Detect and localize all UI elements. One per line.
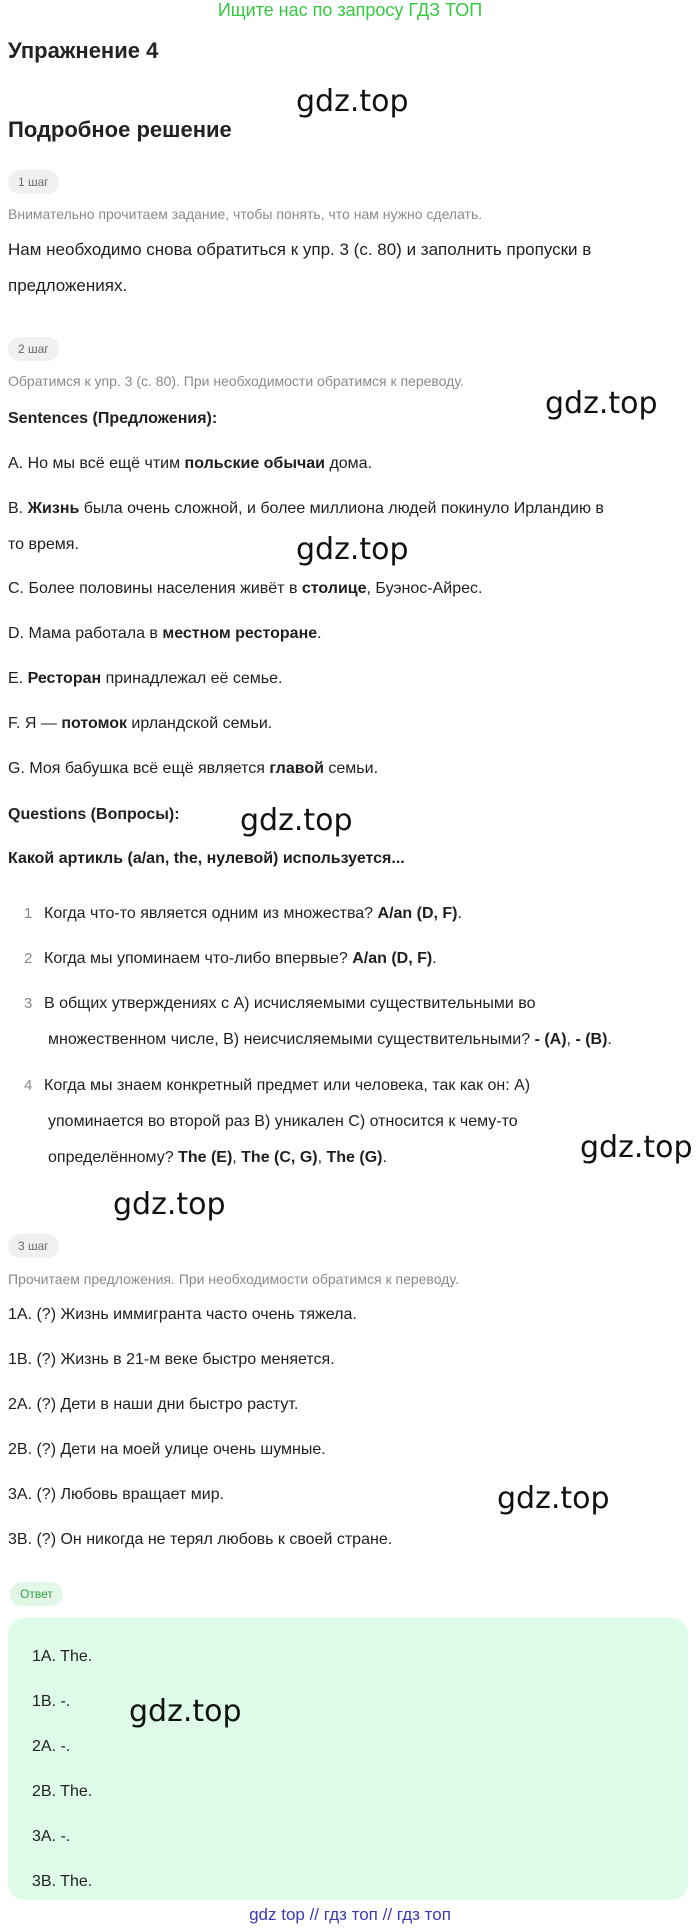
sentence-f-post: ирландской семьи.: [126, 715, 273, 732]
question-1-post: .: [457, 905, 462, 922]
question-1: [44, 905, 462, 923]
answer-box: [8, 1618, 688, 1900]
sentence-f: [8, 715, 272, 733]
step1-text-line1: Нам необходимо снова обратиться к упр. 3 (с. 80) и заполнить пропуски в: [8, 240, 592, 259]
sentence-c-bold: столице: [301, 580, 367, 597]
exercise-title: Упражнение 4: [8, 38, 159, 63]
sentence-d-post: .: [317, 625, 322, 642]
watermark: gdz.top: [240, 803, 353, 838]
question-1-text: Когда что-то является одним из множества?: [44, 905, 378, 922]
question-3-line2: [48, 1031, 612, 1049]
question-4-sep-2: ,: [317, 1149, 327, 1166]
watermark: gdz.top: [129, 1694, 242, 1729]
answer-item: 3B. The.: [32, 1873, 93, 1890]
question-4-answer-c: The (G): [326, 1149, 383, 1166]
question-2-post: .: [432, 950, 437, 967]
question-3-answer-b: - (B): [575, 1031, 608, 1048]
question-4-text: определённому?: [48, 1149, 179, 1166]
sentence-a-post: дома.: [325, 455, 373, 472]
sentence-d: [8, 625, 322, 643]
watermark: gdz.top: [296, 84, 409, 119]
sentence-g: [8, 760, 378, 778]
step3-item: 2B. (?) Дети на моей улице очень шумные.: [8, 1441, 326, 1458]
sentence-b-bold: Жизнь: [27, 500, 80, 517]
answer-item: 3A. -.: [32, 1828, 71, 1845]
sentence-f-bold: потомок: [61, 715, 127, 732]
question-3-sep: ,: [566, 1031, 576, 1048]
watermark: gdz.top: [497, 1481, 610, 1516]
sentence-e-post: принадлежал её семье.: [101, 670, 283, 687]
sentence-b: [8, 500, 604, 518]
step-badge-2: 2 шаг: [8, 337, 59, 361]
question-4-line1: Когда мы знаем конкретный предмет или человека, так как он: A): [44, 1077, 531, 1094]
step3-item: 3B. (?) Он никогда не терял любовь к своей стране.: [8, 1531, 393, 1548]
watermark: gdz.top: [580, 1130, 693, 1165]
solution-heading: Подробное решение: [8, 117, 232, 142]
question-number-4: 4: [24, 1077, 33, 1094]
sentence-g-pre: G. Моя бабушка всё ещё является: [8, 760, 270, 777]
sentence-c-post: , Буэнос-Айрес.: [366, 580, 483, 597]
sentence-b-pre: B.: [8, 500, 28, 517]
sentence-g-bold: главой: [269, 760, 324, 777]
answer-item: 1A. The.: [32, 1648, 93, 1665]
question-3-text: множественном числе, B) неисчисляемыми существительными?: [48, 1031, 535, 1048]
answer-item: 1B. -.: [32, 1693, 71, 1710]
question-number-3: 3: [24, 995, 33, 1012]
sentence-d-bold: местном ресторане: [162, 625, 318, 642]
sentence-a-pre: A. Но мы всё ещё чтим: [8, 455, 185, 472]
question-4-post: .: [382, 1149, 387, 1166]
sentence-b-post: была очень сложной, и более миллиона людей покинуло Ирландию в: [79, 500, 604, 517]
sentence-f-pre: F. Я —: [8, 715, 62, 732]
sentence-a-bold: польские обычаи: [184, 455, 325, 472]
step3-item: 3A. (?) Любовь вращает мир.: [8, 1486, 225, 1503]
question-2-text: Когда мы упоминаем что-либо впервые?: [44, 950, 353, 967]
question-2-answer: A/an (D, F): [352, 950, 433, 967]
footer-links[interactable]: gdz top // гдз топ // гдз топ: [249, 1905, 451, 1924]
question-2: [44, 950, 437, 968]
question-3-line1: В общих утверждениях с A) исчисляемыми существительными во: [44, 995, 536, 1012]
question-4-answer-a: The (E): [178, 1149, 233, 1166]
step1-text-line2: предложениях.: [8, 276, 128, 295]
step3-item: 1A. (?) Жизнь иммигранта часто очень тяжела.: [8, 1306, 357, 1323]
step-badge-1: 1 шаг: [8, 170, 59, 194]
watermark: gdz.top: [113, 1187, 226, 1222]
sentence-b-line2: то время.: [8, 536, 79, 553]
step3-item: 2A. (?) Дети в наши дни быстро растут.: [8, 1396, 299, 1413]
question-3-post: .: [607, 1031, 612, 1048]
step2-hint: Обратимся к упр. 3 (с. 80). При необходимости обратимся к переводу.: [8, 373, 464, 389]
question-4-line3: [48, 1149, 387, 1167]
questions-heading: Questions (Вопросы):: [8, 806, 180, 823]
sentence-d-pre: D. Мама работала в: [8, 625, 163, 642]
top-banner: Ищите нас по запросу ГДЗ ТОП: [217, 0, 483, 20]
sentence-c: [8, 580, 482, 598]
question-3-answer-a: - (A): [534, 1031, 567, 1048]
question-4-sep-1: ,: [232, 1149, 242, 1166]
questions-intro: Какой артикль (a/an, the, нулевой) используется...: [8, 850, 405, 867]
answer-item: 2B. The.: [32, 1783, 93, 1800]
step3-hint: Прочитаем предложения. При необходимости обратимся к переводу.: [8, 1271, 459, 1287]
step1-hint: Внимательно прочитаем задание, чтобы понять, что нам нужно сделать.: [8, 206, 483, 222]
question-4-answer-b: The (C, G): [241, 1149, 318, 1166]
step-badge-3: 3 шаг: [8, 1234, 59, 1258]
watermark: gdz.top: [296, 532, 409, 567]
question-4-line2: упоминается во второй раз B) уникален C) относится к чему-то: [48, 1113, 518, 1130]
step3-item: 1B. (?) Жизнь в 21-м веке быстро меняется.: [8, 1351, 335, 1368]
sentence-e: [8, 670, 282, 688]
question-1-answer: A/an (D, F): [377, 905, 458, 922]
question-number-1: 1: [24, 905, 33, 922]
sentence-e-pre: E.: [8, 670, 28, 687]
sentence-c-pre: C. Более половины населения живёт в: [8, 580, 302, 597]
watermark: gdz.top: [545, 386, 658, 421]
answer-badge: Ответ: [10, 1582, 63, 1606]
question-number-2: 2: [24, 950, 33, 967]
sentence-g-post: семьи.: [323, 760, 379, 777]
answer-item: 2A. -.: [32, 1738, 71, 1755]
sentence-a: [8, 455, 372, 473]
sentence-e-bold: Ресторан: [27, 670, 102, 687]
sentences-heading: Sentences (Предложения):: [8, 410, 218, 427]
